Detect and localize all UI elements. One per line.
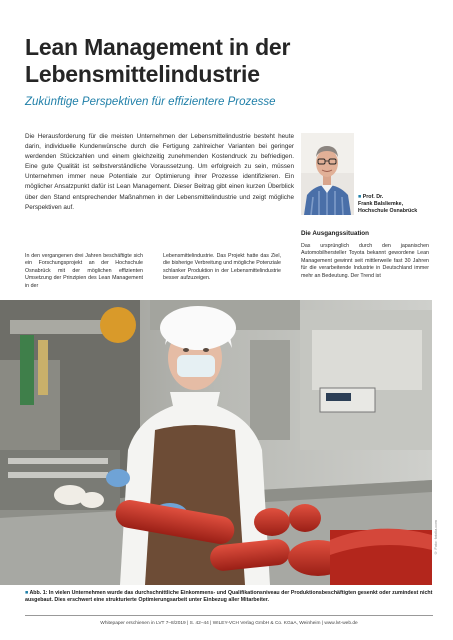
body-column-2: Lebensmittelindustrie. Das Projekt hatte das Ziel, die bisherige Verbreitung und mögliche Potenziale schlanker Produktion in der Lebensmittelindustrie besser aufzuzeigen. [163,253,281,282]
body-column-3: Das ursprünglich durch den japanischen Automobilhersteller Toyota bekannt gewordene Lean Management gewinnt seit mittlerweile fast 30 Jahren für die verarbeitende Industrie in Deutschland immer mehr an Bedeutung. Der Trend ist [301,243,429,279]
body-column-1: In den vergangenen drei Jahren beschäftigte sich ein Forschungsprojekt an der Hochschule Osnabrück mit der möglichen effizienten Umsetzung der Prinzipien des Lean Management in der [25,253,143,289]
photo-credit: © Foto: fotolia.com [433,520,438,556]
footer-divider [25,615,433,616]
section-heading: Die Ausgangssituation [301,230,369,237]
author-name-line-1: ■ Prof. Dr. [358,194,384,200]
caption-text: Abb. 1: In vielen Unternehmen wurde das durchschnittliche Einkommens- und Qualifikationsniveau der Produktionsbeschäftigten gesenkt oder zumindest nicht ausgebaut. Dies erschwert eine strukturierte Optimierungsarbeit unter Einbezug aller Mitarbeiter. [25,590,433,604]
author-info [358,194,417,215]
author-affiliation: Hochschule Osnabrück [358,208,418,214]
lead-paragraph: Die Herausforderung für die meisten Unternehmen der Lebensmittelindustrie besteht heute darin, individuelle Kundenwünsche durch die Fertigung zahlreicher Varianten bei geringer werdenden Stückzahlen und einem gleichzeitig zunehmenden Kostendruck zu befriedigen. Eine gute Qualität ist selbstverständliche Voraussetzung. Um erfolgreich zu sein, müssen Unternehmen immer neue Potentiale zur Optimierung ihrer Prozesse identifizieren. Ein möglicher Ansatzpunkt dafür ist Lean Management. Dieser Beitrag gibt einen kurzen Überblick über den Stand entsprechender Maßnahmen in der Lebensmittelindustrie und zeigt mögliche Perspektiven auf. [25,133,294,211]
factory-photo-image [0,300,432,585]
author-name-line-2: Frank Balsliemke, [358,201,404,207]
caption-marker: ■ [25,590,29,596]
author-portrait-image [301,133,354,215]
factory-photo [0,300,432,585]
footer-text: Whitepaper erschienen in LVT 7–8/2019 | S. 42–44 | WILEY-VCH Verlag GmbH & Co. KGaA, Weinheim | www.lvt-web.de [100,621,358,626]
author-portrait [301,133,354,215]
article-subtitle: Zukünftige Perspektiven für effizientere Prozesse [25,96,276,108]
author-marker: ■ [358,194,362,200]
figure-caption [25,590,433,604]
article-title [25,34,425,88]
title-line-2: Lebensmittelindustrie [25,61,260,87]
title-line-1: Lean Management in der [25,34,291,60]
